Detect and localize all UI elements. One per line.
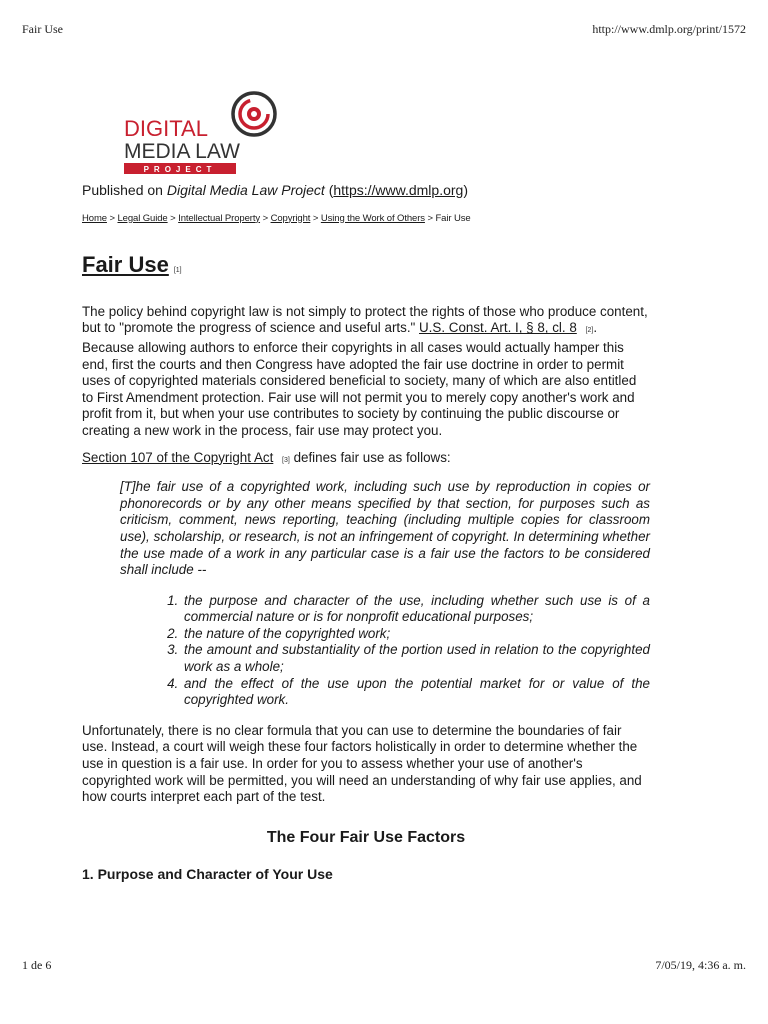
- print-footer-timestamp: 7/05/19, 4:36 a. m.: [655, 958, 746, 972]
- factor-item: 3. the amount and substantiality of the portion used in relation to the copyrighted work as a whole;: [182, 642, 650, 675]
- breadcrumb-separator: >: [260, 212, 271, 224]
- logo-text-digital: DIGITAL: [124, 116, 208, 141]
- breadcrumb-separator: >: [310, 212, 321, 224]
- formula-paragraph: Unfortunately, there is no clear formula that you can use to determine the boundaries of fair use. Instead, a court will weigh these four factors holistically in order to determine whether the use in question is a fair use. In order for you to assess whether your use of another's copyrighted work will be permitted, you will need an understanding of why fair use applies, and how courts interpret each part of the test.: [82, 722, 642, 805]
- intro-text-a: The policy behind copyright law is not simply to protect the rights of those who produce content, but to "promote the progress of science and useful arts.": [82, 303, 648, 336]
- article-content: [82, 182, 650, 883]
- print-header-title: Fair Use: [22, 22, 63, 36]
- factor-item: 1. the purpose and character of the use, including whether such use is of a commercial nature or is for nonprofit educational purposes;: [182, 593, 650, 626]
- dmlp-logo-graphic: [122, 90, 292, 180]
- section-107-link[interactable]: Section 107 of the Copyright Act: [82, 449, 274, 465]
- published-line: [82, 182, 650, 199]
- breadcrumb-intellectual-property[interactable]: Intellectual Property: [178, 212, 261, 224]
- intro-paragraph: [82, 304, 650, 440]
- article-title-row: [82, 252, 650, 280]
- print-footer-page: 1 de 6: [22, 958, 52, 972]
- definition-paragraph: [82, 450, 650, 470]
- breadcrumb-separator: >: [167, 212, 179, 224]
- factors-list: [158, 593, 650, 709]
- factor-item: 2. the nature of the copyrighted work;: [182, 626, 650, 643]
- factor-item: 4. and the effect of the use upon the potential market for or value of the copyrighted work.: [182, 676, 650, 709]
- section-heading: The Four Fair Use Factors: [266, 828, 466, 846]
- article-title-link[interactable]: Fair Use: [82, 252, 169, 278]
- title-reference: [1]: [173, 267, 182, 275]
- breadcrumb-separator: >: [106, 212, 118, 224]
- published-paren-close: ): [463, 182, 468, 198]
- constitution-reference: [2]: [585, 327, 594, 335]
- dmlp-logo[interactable]: [122, 90, 292, 180]
- statute-quote: [120, 479, 650, 709]
- breadcrumb: [82, 211, 650, 228]
- statute-quote-text: [T]he fair use of a copyrighted work, including such use by reproduction in copies or phonorecords or by any other means specified by that section, for purposes such as criticism, comment, news reporting, teaching (including multiple copies for classroom use), scholarship, or research, is not an infringement of copyright. In determining whether the use made of a work in any particular case is a fair use the factors to be considered shall include --: [120, 479, 650, 578]
- section-107-reference: [3]: [282, 456, 290, 464]
- published-prefix: Published on: [82, 182, 167, 198]
- published-url-link[interactable]: https://www.dmlp.org: [333, 182, 464, 198]
- breadcrumb-using-work-of-others[interactable]: Using the Work of Others: [320, 212, 425, 224]
- breadcrumb-copyright[interactable]: Copyright: [270, 212, 311, 224]
- breadcrumb-home[interactable]: Home: [82, 212, 107, 224]
- breadcrumb-separator: >: [424, 212, 436, 224]
- print-header-url: http://www.dmlp.org/print/1572: [592, 22, 746, 36]
- logo-text-media-law: MEDIA LAW: [124, 140, 240, 163]
- published-paren-open: (: [324, 182, 334, 198]
- breadcrumb-current: Fair Use: [435, 212, 471, 224]
- intro-text-b: . Because allowing authors to enforce their copyrights in all cases would actually hamper this end, first the courts and then Congress have adopted the fair use doctrine in order to permit uses of copyrighted materials considered beneficial to society, many of which are also entitled to First Amendment protection. Fair use will not permit you to merely copy another's work and profit from it, but when your use contributes to society by continuing the public discourse or creating a new work in the process, fair use may protect you.: [82, 320, 637, 438]
- subsection-heading: 1. Purpose and Character of Your Use: [82, 866, 333, 883]
- constitution-link[interactable]: U.S. Const. Art. I, § 8, cl. 8: [419, 320, 577, 336]
- published-site-name: Digital Media Law Project: [166, 182, 325, 198]
- logo-text-project: PROJECT: [143, 165, 217, 174]
- breadcrumb-legal-guide[interactable]: Legal Guide: [117, 212, 168, 224]
- definition-text: defines fair use as follows:: [289, 449, 451, 465]
